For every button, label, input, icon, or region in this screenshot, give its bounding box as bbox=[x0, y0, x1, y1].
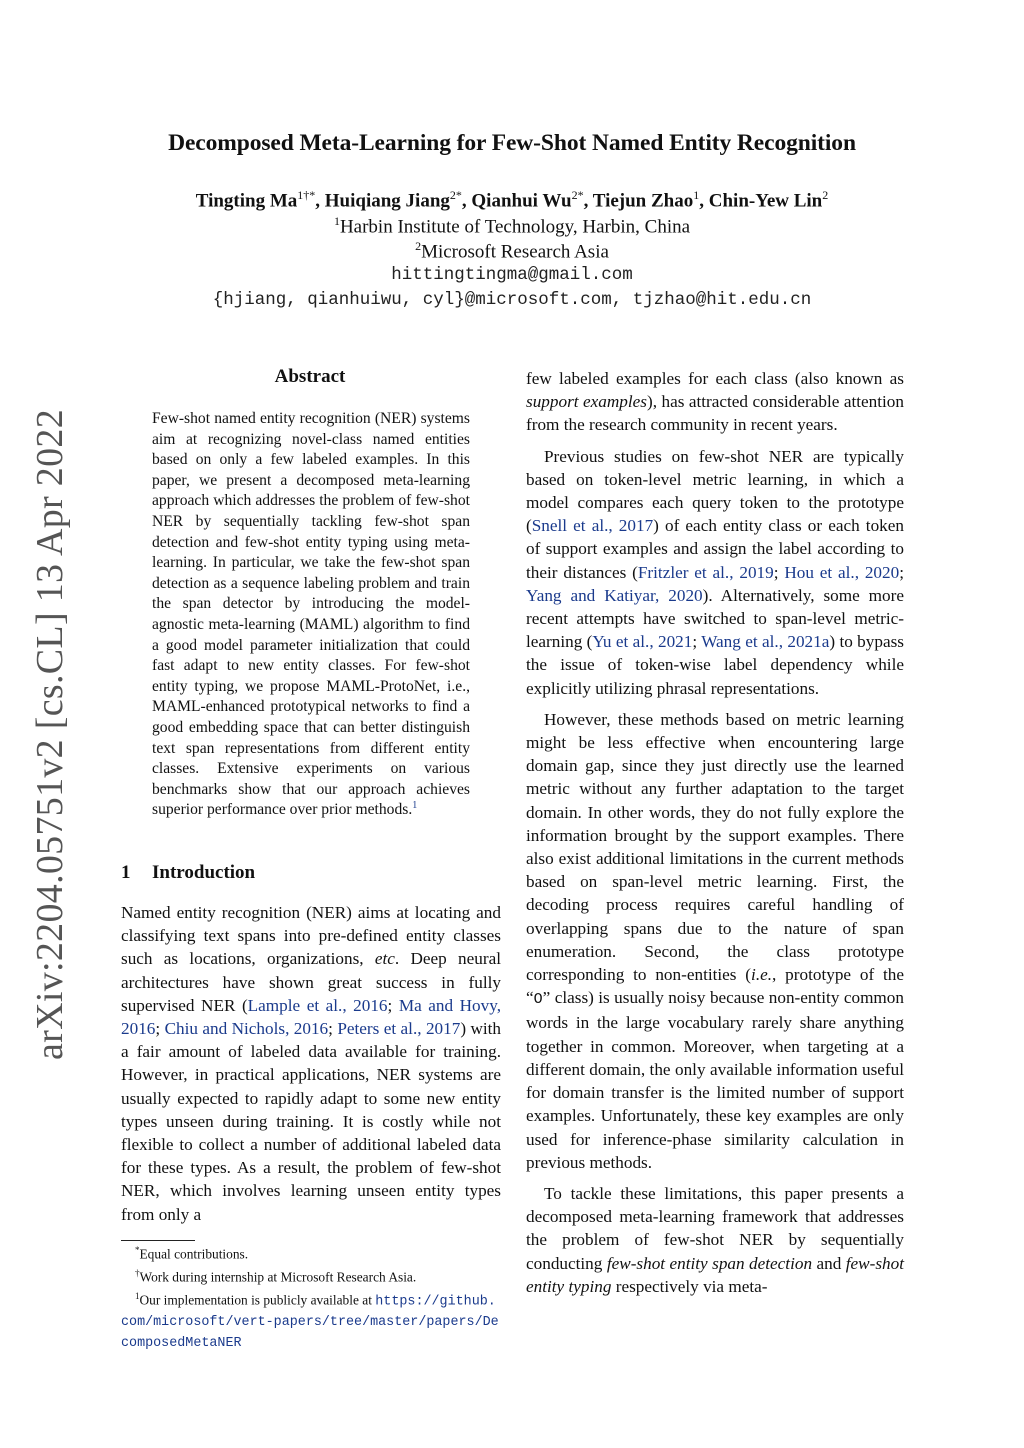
abstract-paragraph: Few-shot named entity recognition (NER) systems aim at recognizing novel-class named entities based on only a few labeled examples. In this paper, we present a decomposed meta-learning approach which addresses the problem of few-shot NER by sequentially tackling few-shot span detection and few-shot entity typing using meta-learning. In particular, we take the few-shot span detection as a sequence labeling problem and train the span detector by introducing the model-agnostic meta-learning (MAML) algorithm to find a good model parameter initialization that could fast adapt to new entity classes. For few-shot entity typing, we propose MAML-ProtoNet, i.e., MAML-enhanced prototypical networks to find a good embedding space that can better distinguish text span representations from different entity classes. Extensive experiments on various benchmarks show that our approach achieves superior performance over prior methods. bbox=[152, 410, 470, 819]
section-title: Introduction bbox=[152, 862, 256, 883]
footnote: $^1$Our implementation is publicly available at https://github.com/microsoft/vert-papers/tree/master/papers/DecomposedMetaNER bbox=[121, 1291, 499, 1351]
github-link[interactable]: https://github.com/microsoft/vert-papers/tree/master/papers/DecomposedMetaNER bbox=[121, 1294, 499, 1351]
section-number: 1 bbox=[121, 862, 131, 883]
paragraph: To tackle these limitations, this paper presents a decomposed meta-learning framework that addresses the problem of few-shot NER by sequentially conducting few-shot entity span detection and few-shot entity typing respectively via meta- bbox=[526, 1183, 904, 1296]
citation-link[interactable]: Yu et al., 2021 bbox=[592, 632, 693, 652]
author-name: Chin-Yew Lin bbox=[708, 190, 823, 212]
author-name: Tingting Ma bbox=[195, 190, 298, 212]
citation-link[interactable]: Lample et al., 2016 bbox=[247, 995, 388, 1015]
author-email[interactable]: hittingtingma@gmail.com bbox=[391, 265, 633, 285]
citation-link[interactable]: Hou et al., 2020 bbox=[784, 562, 900, 582]
footnotes bbox=[121, 1241, 501, 1353]
arxiv-identifier: arXiv:2204.05751v2 [cs.CL] 13 Apr 2022 bbox=[29, 409, 71, 1060]
citation-link[interactable]: Fritzler et al., 2019 bbox=[637, 562, 774, 582]
paragraph: few labeled examples for each class (also known as support examples), has attracted considerable attention from the research community in recent years. bbox=[526, 369, 904, 435]
affiliation-mark: 1 bbox=[333, 214, 340, 228]
citation-link[interactable]: Ma and Hovy, 2016 bbox=[121, 995, 501, 1039]
author-email[interactable]: {hjiang, qianhuiwu, cyl}@microsoft.com, tjzhao@hit.edu.cn bbox=[212, 290, 812, 310]
footnote: †Work during internship at Microsoft Research Asia. bbox=[135, 1268, 417, 1285]
section-heading bbox=[121, 862, 255, 884]
author-name: Tiejun Zhao bbox=[592, 190, 694, 212]
right-column-body bbox=[526, 367, 904, 1298]
affiliation-text: Microsoft Research Asia bbox=[421, 241, 609, 263]
author-list: Tingting $Ma^{1\dagger*}$, Huiqiang Jiang$^{2*}$, Qianhui $Wu^{2*}$, Tiejun Zhao$^1$, Chin-Yew Lin$^2$ bbox=[195, 188, 829, 212]
affiliation-mark: 2 bbox=[415, 239, 422, 253]
affiliation bbox=[0, 239, 1024, 263]
author-affil-mark: 2* bbox=[571, 188, 584, 202]
author-affil-mark: 1 bbox=[693, 188, 700, 202]
citation-link[interactable]: Chiu and Nichols, 2016 bbox=[164, 1019, 329, 1039]
abstract-heading: Abstract bbox=[274, 366, 346, 387]
author-affil-mark: 2* bbox=[449, 188, 462, 202]
left-column-body bbox=[121, 901, 501, 1226]
author-name: Huiqiang Jiang bbox=[324, 190, 450, 212]
paper-title: Decomposed Meta-Learning for Few-Shot Named Entity Recognition bbox=[168, 130, 856, 156]
paragraph: Previous studies on few-shot NER are typically based on token-level metric learning, in which a model compares each query token to the prototype (Snell et al., 2017) of each entity class or each token of support examples and assign the label according to their distances (Fritzler et al., 2019; Hou et al., 2020; Yang and Katiyar, 2020). Alternatively, some more recent attempts have switched to span-level metric-learning (Yu et al., 2021; Wang et al., 2021a) to bypass the issue of token-wise label dependency while explicitly utilizing phrasal representations. bbox=[526, 446, 904, 698]
author-affil-mark: 1†* bbox=[297, 188, 316, 202]
citation-link[interactable]: Snell et al., 2017 bbox=[531, 516, 654, 536]
footnote-link[interactable]: 1 bbox=[412, 800, 418, 812]
footnote: *Equal contributions. bbox=[135, 1245, 249, 1262]
author-affil-mark: 2 bbox=[822, 188, 829, 202]
citation-link[interactable]: Peters et al., 2017 bbox=[337, 1019, 461, 1039]
abstract-text bbox=[152, 409, 470, 821]
citation-link[interactable]: Yang and Katiyar, 2020 bbox=[526, 585, 703, 605]
author-name: Qianhui Wu bbox=[471, 190, 572, 212]
affiliation bbox=[0, 214, 1024, 238]
affiliation-text: Harbin Institute of Technology, Harbin, China bbox=[339, 216, 691, 238]
paragraph: Named entity recognition (NER) aims at locating and classifying text spans into pre-defined entity classes such as locations, organizations, etc. Deep neural architectures have shown great success in fully supervised NER (Lample et al., 2016; Ma and Hovy, 2016; Chiu and Nichols, 2016; Peters et al., 2017) with a fair amount of labeled data available for training. However, in practical applications, NER systems are usually expected to rapidly adapt to some new entity types unseen during training. It is costly while not flexible to collect a number of additional labeled data for these types. As a result, the problem of few-shot NER, which involves learning unseen entity types from only a bbox=[121, 903, 502, 1224]
paragraph: However, these methods based on metric learning might be less effective when encountering large domain gap, since they just directly use the learned metric without any further adaptation to the target domain. In other words, they do not fully explore the information brought by the support examples. There also exist additional limitations in the current methods based on span-level metric learning. First, the decoding process requires careful handling of overlapping spans due to the nature of span enumeration. Second, the class prototype corresponding to non-entities (i.e., prototype of the “O” class) is usually noisy because non-entity common words in the large vocabulary rarely share anything together in common. Moreover, when targeting at a different domain, the only available information useful for domain transfer is the limited number of support examples. Unfortunately, these key examples are only used for inference-phase similarity calculation in previous methods. bbox=[526, 709, 904, 1172]
citation-link[interactable]: Wang et al., 2021a bbox=[701, 632, 830, 652]
